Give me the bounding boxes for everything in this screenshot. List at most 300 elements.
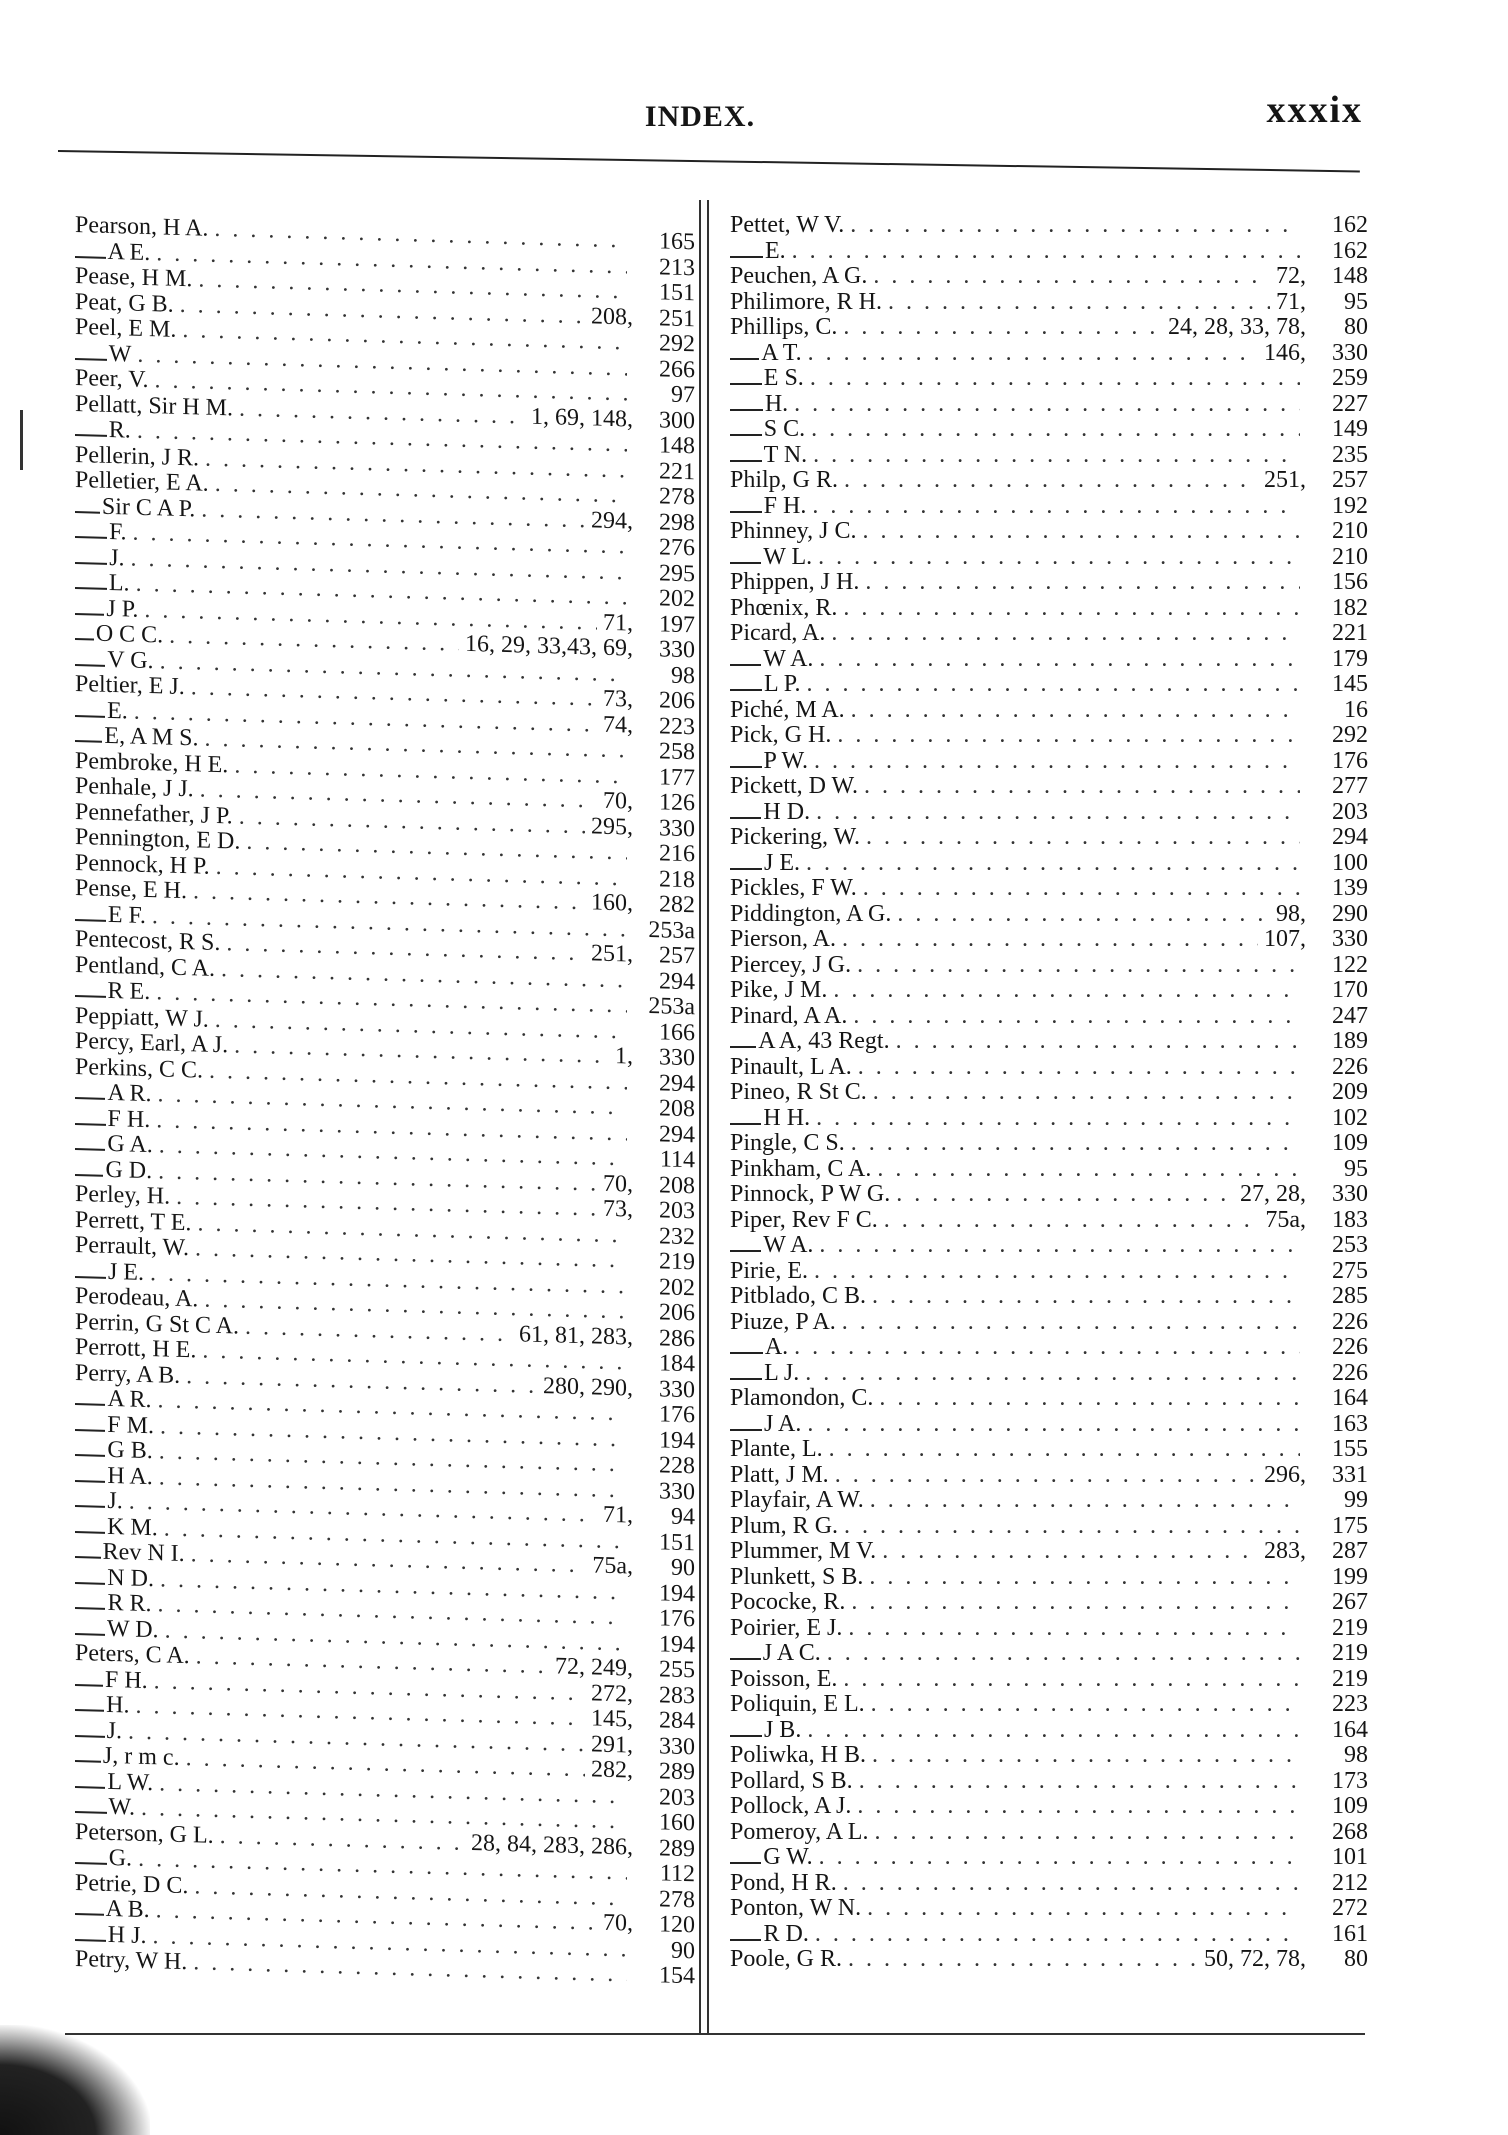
index-entry bbox=[730, 1946, 1368, 1972]
index-entry bbox=[730, 263, 1368, 289]
index-entry bbox=[730, 850, 1368, 876]
entry-page: 155 bbox=[1332, 1436, 1368, 1462]
ditto-dash bbox=[730, 562, 761, 564]
ditto-dash bbox=[730, 1735, 762, 1737]
entry-refs: 24, 28, 33, 78, bbox=[1168, 314, 1306, 340]
entry-page: 95 bbox=[1344, 1155, 1368, 1182]
ditto-dash bbox=[75, 1276, 106, 1279]
ditto-dash bbox=[75, 1556, 101, 1559]
entry-name: Piper, Rev F C. bbox=[730, 1206, 878, 1233]
entry-page: 139 bbox=[1332, 875, 1368, 901]
index-entry bbox=[730, 952, 1368, 978]
dot-leader bbox=[857, 952, 1300, 979]
entry-page: 166 bbox=[659, 1018, 695, 1046]
entry-name: Phippen, J H. bbox=[730, 569, 860, 595]
dot-leader bbox=[794, 1334, 1300, 1361]
ditto-dash bbox=[730, 664, 761, 666]
entry-name: Pike, J M. bbox=[730, 977, 828, 1003]
entry-page: 162 bbox=[1332, 237, 1368, 264]
entry-name: W A. bbox=[763, 1232, 814, 1258]
dot-leader bbox=[853, 1003, 1300, 1030]
dot-leader bbox=[811, 416, 1300, 443]
index-entry bbox=[730, 467, 1368, 493]
ditto-dash bbox=[75, 995, 106, 998]
entry-refs: 70, bbox=[603, 1170, 633, 1198]
index-entry bbox=[730, 238, 1368, 264]
entry-page: 330 bbox=[1332, 1181, 1368, 1207]
dot-leader bbox=[810, 365, 1300, 392]
entry-name: H H. bbox=[763, 1104, 811, 1131]
entry-page: 209 bbox=[1332, 1079, 1368, 1105]
entry-page: 80 bbox=[1344, 314, 1368, 340]
entry-page: 268 bbox=[1332, 1818, 1368, 1845]
index-entry bbox=[730, 1283, 1368, 1309]
entry-name: J, r m c. bbox=[102, 1742, 180, 1771]
ditto-dash bbox=[730, 689, 762, 691]
dot-leader bbox=[858, 1054, 1300, 1081]
index-entry bbox=[730, 1513, 1368, 1539]
entry-name: E F. bbox=[107, 901, 146, 929]
entry-page: 289 bbox=[659, 1834, 695, 1862]
dot-leader bbox=[872, 1283, 1300, 1310]
entry-name: L J. bbox=[764, 1359, 800, 1386]
dot-leader bbox=[848, 1946, 1198, 1973]
index-entry bbox=[730, 314, 1368, 340]
entry-name: Pollock, A J. bbox=[730, 1793, 852, 1819]
entry-name: Piuze, P A. bbox=[730, 1308, 836, 1335]
entry-name: W bbox=[108, 340, 132, 368]
entry-name: G. bbox=[108, 1844, 133, 1872]
ditto-dash bbox=[75, 1505, 105, 1508]
entry-page: 163 bbox=[1332, 1410, 1368, 1437]
entry-page: 272 bbox=[1332, 1895, 1368, 1921]
entry-refs: 71, bbox=[603, 1501, 633, 1529]
entry-name: Pingle, C S. bbox=[730, 1130, 845, 1156]
entry-page: 258 bbox=[659, 738, 695, 766]
entry-refs: 1, 69, 148, bbox=[531, 403, 633, 433]
entry-page: 298 bbox=[659, 508, 695, 536]
entry-page: 98 bbox=[1344, 1742, 1368, 1768]
entry-page: 175 bbox=[1332, 1512, 1368, 1539]
margin-mark bbox=[20, 410, 23, 470]
entry-page: 148 bbox=[1332, 263, 1368, 289]
entry-page: 194 bbox=[659, 1630, 695, 1658]
entry-name: J E. bbox=[764, 849, 801, 876]
entry-name: Perrin, G St C A. bbox=[75, 1308, 240, 1340]
entry-name: R D. bbox=[763, 1920, 809, 1947]
index-entry bbox=[730, 1028, 1368, 1054]
entry-name: Poirier, E J. bbox=[730, 1614, 843, 1641]
ditto-dash bbox=[730, 1046, 756, 1048]
ditto-dash bbox=[75, 587, 107, 590]
entry-name: J B. bbox=[763, 1716, 802, 1743]
entry-page: 330 bbox=[659, 1375, 695, 1403]
dot-leader bbox=[805, 1360, 1300, 1387]
entry-name: F. bbox=[109, 518, 127, 546]
dot-leader bbox=[862, 518, 1300, 545]
dot-leader bbox=[888, 289, 1270, 316]
entry-name: Pineo, R St C. bbox=[730, 1079, 867, 1105]
dot-leader bbox=[851, 1130, 1300, 1157]
entry-page: 151 bbox=[659, 1528, 695, 1556]
entry-name: Peppiatt, W J. bbox=[75, 1002, 209, 1033]
ditto-dash bbox=[75, 1403, 105, 1406]
dot-leader bbox=[808, 340, 1258, 367]
entry-page: 257 bbox=[1332, 467, 1368, 493]
entry-page: 151 bbox=[659, 279, 695, 307]
entry-page: 267 bbox=[1332, 1589, 1368, 1615]
entry-name: Peterson, G L. bbox=[75, 1818, 214, 1849]
entry-refs: 208, bbox=[591, 302, 633, 331]
entry-name: Pentecost, R S. bbox=[75, 926, 221, 957]
entry-refs: 160, bbox=[591, 889, 633, 917]
entry-page: 277 bbox=[1332, 773, 1368, 799]
entry-name: Perkins, C C. bbox=[75, 1053, 204, 1084]
ditto-dash bbox=[75, 1786, 105, 1789]
entry-name: Pentland, C A. bbox=[75, 951, 216, 982]
dot-leader bbox=[812, 493, 1300, 520]
entry-page: 235 bbox=[1332, 441, 1368, 468]
ditto-dash bbox=[75, 613, 104, 616]
ditto-dash bbox=[75, 536, 107, 539]
dot-leader bbox=[843, 595, 1300, 622]
entry-page: 203 bbox=[1332, 798, 1368, 825]
entry-page: 164 bbox=[1332, 1716, 1368, 1743]
entry-page: 149 bbox=[1332, 416, 1368, 442]
ditto-dash bbox=[75, 1531, 105, 1534]
entry-page: 97 bbox=[671, 381, 695, 409]
entry-page: 114 bbox=[659, 1146, 695, 1174]
entry-page: 94 bbox=[671, 1503, 695, 1531]
entry-name: H. bbox=[106, 1691, 130, 1719]
entry-name: N D. bbox=[107, 1564, 154, 1592]
entry-name: P W. bbox=[763, 747, 809, 774]
dot-leader bbox=[873, 263, 1270, 290]
index-entry bbox=[730, 365, 1368, 391]
entry-name: Philimore, R H. bbox=[730, 288, 883, 315]
entry-name: A R. bbox=[107, 1385, 152, 1414]
top-rule bbox=[58, 150, 1360, 172]
ditto-dash bbox=[730, 868, 762, 870]
ditto-dash bbox=[75, 715, 105, 718]
ditto-dash bbox=[75, 740, 102, 743]
index-entry bbox=[730, 620, 1368, 646]
entry-page: 216 bbox=[659, 840, 695, 868]
index-entry bbox=[730, 646, 1368, 672]
entry-name: F M. bbox=[107, 1411, 154, 1439]
entry-page: 202 bbox=[659, 1273, 695, 1301]
entry-page: 145 bbox=[1332, 671, 1368, 697]
entry-name: T N. bbox=[763, 441, 808, 468]
entry-page: 189 bbox=[1332, 1028, 1368, 1054]
entry-page: 289 bbox=[659, 1758, 695, 1786]
entry-name: Petrie, D C. bbox=[75, 1869, 189, 1899]
entry-name: L W. bbox=[107, 1768, 154, 1796]
entry-refs: 71, bbox=[603, 609, 633, 637]
dot-leader bbox=[818, 544, 1300, 571]
index-entry bbox=[730, 1717, 1368, 1743]
entry-refs: 28, 84, 283, 286, bbox=[471, 1829, 633, 1861]
entry-page: 210 bbox=[1332, 543, 1368, 570]
dot-leader bbox=[864, 773, 1300, 800]
ditto-dash bbox=[730, 1352, 763, 1354]
entry-page: 294 bbox=[659, 1120, 695, 1148]
entry-name: L. bbox=[108, 569, 130, 597]
entry-name: Pense, E H. bbox=[75, 875, 187, 905]
index-entry bbox=[730, 824, 1368, 850]
entry-name: Pelletier, E A. bbox=[75, 467, 209, 497]
entry-name: Pennock, H P. bbox=[75, 849, 210, 880]
entry-name: Plamondon, C. bbox=[730, 1385, 874, 1411]
ditto-dash bbox=[75, 1480, 105, 1483]
entry-name: G A. bbox=[107, 1130, 153, 1159]
entry-name: S C. bbox=[763, 416, 806, 442]
entry-page: 286 bbox=[659, 1324, 695, 1352]
dot-leader bbox=[863, 875, 1300, 902]
index-entry bbox=[730, 1079, 1368, 1105]
entry-refs: 107, bbox=[1264, 926, 1306, 952]
index-entry bbox=[730, 289, 1368, 315]
dot-leader bbox=[872, 1742, 1300, 1769]
entry-page: 182 bbox=[1332, 594, 1368, 621]
dot-leader bbox=[816, 799, 1300, 826]
entry-name: Percy, Earl, A J. bbox=[75, 1028, 229, 1059]
index-entry bbox=[730, 875, 1368, 901]
dot-leader bbox=[819, 1232, 1300, 1259]
entry-page: 154 bbox=[659, 1962, 695, 1990]
entry-page: 176 bbox=[659, 1605, 695, 1633]
index-entry bbox=[730, 1742, 1368, 1768]
dot-leader bbox=[827, 1640, 1300, 1667]
index-entry bbox=[730, 1360, 1368, 1386]
entry-page: 226 bbox=[1332, 1053, 1368, 1080]
entry-name: E S. bbox=[763, 365, 804, 391]
entry-page: 213 bbox=[659, 253, 695, 281]
page-title: INDEX. bbox=[644, 100, 756, 133]
entry-name: H. bbox=[764, 390, 789, 417]
entry-name: Plante, L. bbox=[730, 1436, 823, 1462]
index-entry bbox=[730, 1258, 1368, 1284]
index-entry bbox=[730, 977, 1368, 1003]
entry-name: Perodeau, A. bbox=[75, 1283, 199, 1313]
entry-name: Peer, V. bbox=[75, 365, 149, 394]
entry-page: 253a bbox=[648, 993, 695, 1021]
index-entry bbox=[730, 671, 1368, 697]
dot-leader bbox=[843, 1666, 1300, 1693]
column-divider bbox=[699, 200, 701, 2035]
entry-name: G D. bbox=[105, 1156, 153, 1184]
ditto-dash bbox=[75, 358, 107, 361]
index-entry bbox=[730, 1538, 1368, 1564]
ditto-dash bbox=[75, 1174, 103, 1177]
dot-leader bbox=[844, 467, 1258, 494]
entry-page: 173 bbox=[1332, 1767, 1368, 1794]
entry-refs: 145, bbox=[591, 1705, 633, 1733]
entry-name: J P. bbox=[106, 595, 139, 623]
ditto-dash bbox=[730, 1123, 761, 1125]
entry-name: Pellatt, Sir H M. bbox=[75, 390, 234, 421]
dot-leader bbox=[837, 722, 1300, 749]
ditto-dash bbox=[75, 1097, 105, 1100]
ditto-dash bbox=[730, 256, 763, 258]
entry-page: 294 bbox=[659, 967, 695, 995]
entry-refs: 75a, bbox=[1265, 1206, 1306, 1233]
entry-name: Pick, G H. bbox=[730, 722, 832, 748]
entry-page: 162 bbox=[1332, 212, 1368, 238]
index-entry bbox=[730, 1003, 1368, 1029]
entry-name: Pennefather, J P. bbox=[75, 798, 233, 829]
entry-name: Phœnix, R. bbox=[730, 594, 838, 621]
entry-name: Perrault, W. bbox=[75, 1232, 189, 1262]
entry-page: 275 bbox=[1332, 1257, 1368, 1284]
entry-page: 330 bbox=[1332, 926, 1368, 952]
entry-name: Peel, E M. bbox=[75, 314, 177, 343]
entry-page: 223 bbox=[1332, 1691, 1368, 1717]
index-column-right bbox=[730, 212, 1368, 1972]
dot-leader bbox=[843, 1870, 1300, 1897]
entry-page: 219 bbox=[659, 1248, 695, 1276]
dot-leader bbox=[792, 238, 1300, 265]
entry-page: 184 bbox=[659, 1350, 695, 1378]
entry-name: E. bbox=[764, 237, 786, 264]
entry-name: Pickering, W. bbox=[730, 824, 860, 850]
entry-page: 253a bbox=[648, 916, 695, 944]
entry-refs: 283, bbox=[1264, 1538, 1306, 1564]
entry-page: 226 bbox=[1332, 1308, 1368, 1335]
entry-page: 226 bbox=[1332, 1359, 1368, 1386]
entry-name: Piercey, J G. bbox=[730, 951, 852, 978]
entry-page: 176 bbox=[659, 1401, 695, 1429]
entry-name: Pollard, S B. bbox=[730, 1767, 853, 1794]
entry-page: 285 bbox=[1332, 1283, 1368, 1309]
entry-refs: 73, bbox=[603, 685, 633, 713]
entry-page: 278 bbox=[659, 1885, 695, 1913]
entry-page: 165 bbox=[659, 228, 695, 256]
index-column-left bbox=[75, 212, 695, 1989]
entry-name: W A. bbox=[763, 645, 814, 672]
ditto-dash bbox=[75, 1123, 106, 1126]
entry-name: Pirie, E. bbox=[730, 1257, 808, 1284]
dot-leader bbox=[897, 901, 1270, 928]
index-entry bbox=[730, 1768, 1368, 1794]
entry-name: Poliquin, E L. bbox=[730, 1691, 865, 1717]
entry-name: Pinkham, C A. bbox=[730, 1155, 872, 1182]
ditto-dash bbox=[75, 511, 100, 514]
entry-page: 219 bbox=[1332, 1665, 1368, 1692]
ditto-dash bbox=[75, 1429, 105, 1432]
entry-name: H D. bbox=[763, 798, 811, 825]
index-entry bbox=[730, 773, 1368, 799]
index-entry bbox=[730, 544, 1368, 570]
entry-page: 161 bbox=[1332, 1920, 1368, 1947]
entry-page: 122 bbox=[1332, 951, 1368, 978]
entry-name: J A. bbox=[763, 1410, 802, 1437]
index-entry bbox=[730, 493, 1368, 519]
entry-name: Rev N I. bbox=[102, 1538, 185, 1568]
entry-page: 99 bbox=[1344, 1487, 1368, 1513]
entry-page: 219 bbox=[1332, 1640, 1368, 1666]
dot-leader bbox=[819, 1844, 1300, 1871]
dot-leader bbox=[851, 1589, 1300, 1616]
entry-page: 120 bbox=[659, 1911, 695, 1939]
entry-page: 80 bbox=[1344, 1946, 1368, 1972]
index-entry bbox=[730, 1309, 1368, 1335]
entry-page: 283 bbox=[659, 1681, 695, 1709]
entry-name: Pinnock, P W G. bbox=[730, 1181, 891, 1207]
entry-refs: 272, bbox=[591, 1679, 633, 1708]
index-entry bbox=[730, 1411, 1368, 1437]
ditto-dash bbox=[730, 1939, 761, 1941]
ditto-dash bbox=[75, 1913, 104, 1916]
entry-page: 290 bbox=[1332, 900, 1368, 927]
entry-page: 227 bbox=[1332, 390, 1368, 417]
dot-leader bbox=[807, 1717, 1300, 1744]
entry-name: E. bbox=[107, 697, 128, 724]
ditto-dash bbox=[75, 1148, 105, 1151]
entry-page: 276 bbox=[659, 534, 695, 562]
entry-name: J. bbox=[106, 1717, 122, 1744]
entry-name: O C C. bbox=[95, 620, 164, 649]
entry-name: Pitblado, C B. bbox=[730, 1283, 867, 1309]
entry-name: Philp, G R. bbox=[730, 467, 839, 493]
index-entry bbox=[730, 1921, 1368, 1947]
index-entry bbox=[730, 1130, 1368, 1156]
dot-leader bbox=[829, 1436, 1300, 1463]
entry-name: A B. bbox=[105, 1895, 150, 1924]
entry-page: 259 bbox=[1332, 365, 1368, 391]
entry-name: Peat, G B. bbox=[75, 288, 174, 318]
ditto-dash bbox=[730, 1862, 761, 1864]
entry-name: Peuchen, A G. bbox=[730, 263, 868, 289]
dot-leader bbox=[882, 1538, 1258, 1565]
index-entry bbox=[730, 1232, 1368, 1258]
dot-leader bbox=[807, 1411, 1300, 1438]
entry-name: H J. bbox=[107, 1921, 147, 1949]
entry-name: A T. bbox=[761, 339, 802, 366]
dot-leader bbox=[874, 1819, 1300, 1846]
index-entry bbox=[730, 1385, 1368, 1411]
dot-leader bbox=[879, 1385, 1300, 1412]
entry-refs: 71, bbox=[1276, 288, 1306, 315]
entry-page: 208 bbox=[659, 1171, 695, 1199]
index-entry bbox=[730, 1793, 1368, 1819]
entry-refs: 146, bbox=[1264, 339, 1306, 366]
entry-refs: 280, 290, bbox=[543, 1372, 633, 1402]
entry-name: R R. bbox=[107, 1589, 152, 1618]
entry-page: 210 bbox=[1332, 518, 1368, 544]
entry-name: F H. bbox=[107, 1105, 151, 1133]
dot-leader bbox=[884, 1207, 1260, 1234]
index-entry bbox=[730, 926, 1368, 952]
entry-page: 330 bbox=[1332, 339, 1368, 366]
entry-page: 98 bbox=[671, 662, 695, 689]
entry-page: 202 bbox=[659, 585, 695, 613]
entry-name: Pellerin, J R. bbox=[75, 441, 199, 471]
ditto-dash bbox=[730, 358, 759, 360]
entry-page: 331 bbox=[1332, 1461, 1368, 1488]
entry-page: 295 bbox=[659, 559, 695, 587]
entry-page: 177 bbox=[659, 763, 695, 791]
ditto-dash bbox=[730, 511, 762, 513]
dot-leader bbox=[871, 1691, 1300, 1718]
dot-leader bbox=[844, 1513, 1300, 1540]
entry-name: Penhale, J J. bbox=[75, 773, 194, 803]
entry-page: 294 bbox=[1332, 824, 1368, 850]
entry-page: 109 bbox=[1332, 1793, 1368, 1819]
entry-page: 266 bbox=[659, 355, 695, 383]
entry-page: 330 bbox=[659, 814, 695, 842]
entry-name: A A, 43 Regt. bbox=[758, 1028, 890, 1054]
